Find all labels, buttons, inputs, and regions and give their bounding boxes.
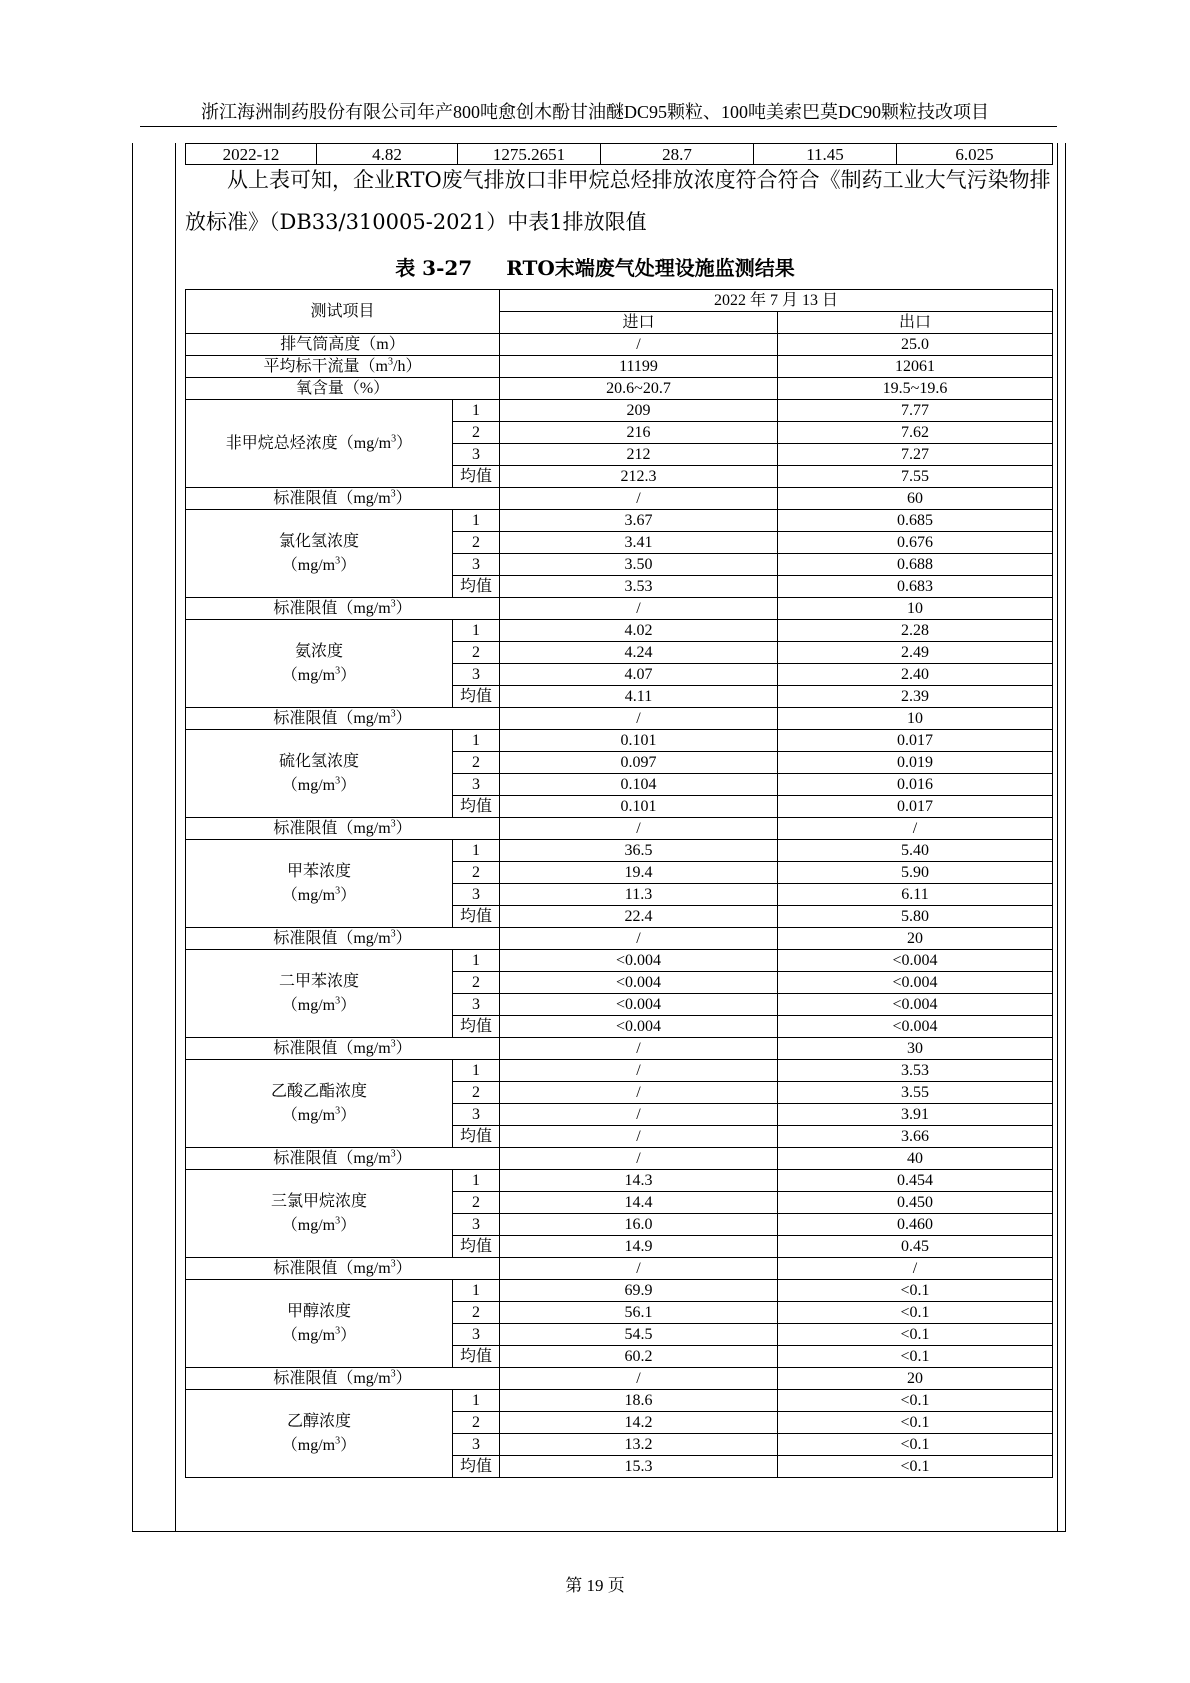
label-text: 标准限值（mg/m xyxy=(273,1369,391,1387)
inlet-value: 3.53 xyxy=(500,576,778,598)
outlet-value: 2.39 xyxy=(778,686,1053,708)
average-label: 均值 xyxy=(452,1016,499,1038)
sample-index: 2 xyxy=(452,972,499,994)
superscript: 3 xyxy=(335,1105,341,1117)
superscript: 3 xyxy=(390,488,396,500)
label-text: 标准限值（mg/m xyxy=(273,1149,391,1167)
inlet-value: 14.2 xyxy=(500,1412,778,1434)
label-text: ） xyxy=(395,1259,412,1277)
table-row-limit xyxy=(186,1368,1053,1390)
sample-index: 2 xyxy=(452,1412,499,1434)
outlet-value: <0.004 xyxy=(778,972,1053,994)
pollutant-name xyxy=(186,950,453,1038)
superscript: 3 xyxy=(335,995,341,1007)
label-text: （mg/m xyxy=(281,1326,336,1344)
label-text: （mg/m xyxy=(337,434,392,452)
outlet-value: 0.676 xyxy=(778,532,1053,554)
inlet-value: 19.4 xyxy=(500,862,778,884)
label-text: （mg/m xyxy=(281,1216,336,1234)
inlet-value: 0.101 xyxy=(500,796,778,818)
superscript: 3 xyxy=(335,1435,341,1447)
superscript: 3 xyxy=(390,598,396,610)
superscript: 3 xyxy=(390,928,396,940)
outlet-value: 0.017 xyxy=(778,796,1053,818)
label-text: （mg/m xyxy=(281,1436,336,1454)
label-text: （mg/m xyxy=(281,996,336,1014)
average-label: 均值 xyxy=(452,906,499,928)
sample-index: 1 xyxy=(452,1170,499,1192)
inlet-value: 3.41 xyxy=(500,532,778,554)
outlet-value: 3.66 xyxy=(778,1126,1053,1148)
sample-index: 2 xyxy=(452,422,499,444)
outlet-value: <0.1 xyxy=(778,1412,1053,1434)
outlet-value: 0.685 xyxy=(778,510,1053,532)
sample-index: 3 xyxy=(452,994,499,1016)
label-text: （mg/m xyxy=(281,776,336,794)
superscript: 3 xyxy=(335,1215,341,1227)
table-row xyxy=(186,334,1053,356)
limit-label xyxy=(186,818,500,840)
outlet-value: 7.55 xyxy=(778,466,1053,488)
superscript: 3 xyxy=(335,665,341,677)
pollutant-label: 氯化氢浓度 xyxy=(278,532,359,550)
inlet-value: / xyxy=(500,598,778,620)
inlet-value: 69.9 xyxy=(500,1280,778,1302)
inlet-value: 4.02 xyxy=(500,620,778,642)
superscript: 3 xyxy=(390,1368,396,1380)
inlet-value: 4.11 xyxy=(500,686,778,708)
label-text: ） xyxy=(395,489,412,507)
inlet-value: / xyxy=(500,1060,778,1082)
row-label: 排气筒高度（m） xyxy=(186,334,500,356)
outlet-value: 3.91 xyxy=(778,1104,1053,1126)
pollutant-name xyxy=(186,840,453,928)
outlet-value: <0.1 xyxy=(778,1390,1053,1412)
pollutant-name xyxy=(186,510,453,598)
label-text: ） xyxy=(395,1369,412,1387)
label-text: ） xyxy=(395,929,412,947)
label-text: （mg/m xyxy=(281,886,336,904)
sample-index: 1 xyxy=(452,1060,499,1082)
table-number: 表 3-27 xyxy=(395,256,473,280)
inlet-header: 进口 xyxy=(500,312,778,334)
test-item-header: 测试项目 xyxy=(186,290,500,334)
table-title: RTO末端废气处理设施监测结果 xyxy=(506,256,795,280)
outlet-value: 0.454 xyxy=(778,1170,1053,1192)
sample-index: 3 xyxy=(452,1104,499,1126)
inlet-value: 15.3 xyxy=(500,1456,778,1478)
inlet-value: 4.07 xyxy=(500,664,778,686)
average-label: 均值 xyxy=(452,1126,499,1148)
inlet-value: 14.4 xyxy=(500,1192,778,1214)
label-text: ） xyxy=(340,776,357,794)
sample-index: 3 xyxy=(452,1324,499,1346)
outlet-value: 5.80 xyxy=(778,906,1053,928)
table-row xyxy=(186,730,1053,752)
table-row xyxy=(186,1060,1053,1082)
inlet-value: / xyxy=(500,1082,778,1104)
outlet-value: <0.004 xyxy=(778,994,1053,1016)
inlet-value: <0.004 xyxy=(500,972,778,994)
average-label: 均值 xyxy=(452,576,499,598)
outlet-value: <0.004 xyxy=(778,1016,1053,1038)
inlet-value: 54.5 xyxy=(500,1324,778,1346)
page-header-title: 浙江海洲制药股份有限公司年产800吨愈创木酚甘油醚DC95颗粒、100吨美索巴莫DC90颗粒技改项目 xyxy=(200,102,989,122)
average-label: 均值 xyxy=(452,1456,499,1478)
table-row-limit xyxy=(186,928,1053,950)
limit-label xyxy=(186,708,500,730)
rto-monitoring-table xyxy=(185,289,1053,1478)
outlet-value: <0.1 xyxy=(778,1324,1053,1346)
inlet-value: 0.097 xyxy=(500,752,778,774)
table-row-limit xyxy=(186,818,1053,840)
inlet-value: <0.004 xyxy=(500,994,778,1016)
sample-index: 3 xyxy=(452,554,499,576)
outlet-header: 出口 xyxy=(778,312,1053,334)
sample-index: 1 xyxy=(452,1390,499,1412)
outlet-value: 12061 xyxy=(778,356,1053,378)
table-row xyxy=(186,378,1053,400)
inlet-value: / xyxy=(500,1126,778,1148)
sample-index: 2 xyxy=(452,532,499,554)
label-text: ） xyxy=(340,556,357,574)
limit-label xyxy=(186,1038,500,1060)
sample-index: 2 xyxy=(452,862,499,884)
table-row xyxy=(186,1280,1053,1302)
outlet-value: 3.55 xyxy=(778,1082,1053,1104)
inlet-value: 11.3 xyxy=(500,884,778,906)
table-row xyxy=(186,144,1053,165)
table-row xyxy=(186,400,1053,422)
inlet-value: / xyxy=(500,928,778,950)
outlet-value: / xyxy=(778,818,1053,840)
inlet-value: / xyxy=(500,708,778,730)
limit-label xyxy=(186,1148,500,1170)
outlet-value: <0.004 xyxy=(778,950,1053,972)
inlet-value: 18.6 xyxy=(500,1390,778,1412)
table-cell: 2022-12 xyxy=(186,144,317,165)
pollutant-label: 甲苯浓度 xyxy=(286,862,351,880)
pollutant-name xyxy=(186,1170,453,1258)
sample-index: 1 xyxy=(452,840,499,862)
table-row xyxy=(186,510,1053,532)
previous-table-last-row xyxy=(185,143,1053,165)
outlet-value: 20 xyxy=(778,1368,1053,1390)
label-text: ） xyxy=(396,434,413,452)
average-label: 均值 xyxy=(452,796,499,818)
outlet-value: <0.1 xyxy=(778,1280,1053,1302)
pollutant-name xyxy=(186,730,453,818)
sample-index: 1 xyxy=(452,1280,499,1302)
outlet-value: 10 xyxy=(778,598,1053,620)
sample-index: 3 xyxy=(452,884,499,906)
pollutant-label: 甲醇浓度 xyxy=(286,1302,351,1320)
outlet-value: <0.1 xyxy=(778,1346,1053,1368)
outlet-value: 2.40 xyxy=(778,664,1053,686)
label-text: ） xyxy=(340,1326,357,1344)
header-rule xyxy=(140,126,1057,127)
pollutant-name xyxy=(186,1390,453,1478)
sample-index: 2 xyxy=(452,642,499,664)
table-row xyxy=(186,620,1053,642)
table-row-limit xyxy=(186,1038,1053,1060)
outlet-value: 7.27 xyxy=(778,444,1053,466)
sample-index: 2 xyxy=(452,1192,499,1214)
outlet-value: 30 xyxy=(778,1038,1053,1060)
superscript: 3 xyxy=(335,555,341,567)
label-text: ） xyxy=(340,996,357,1014)
pollutant-label: 三氯甲烷浓度 xyxy=(270,1192,367,1210)
outlet-value: 2.49 xyxy=(778,642,1053,664)
inlet-value: 209 xyxy=(500,400,778,422)
table-row-limit xyxy=(186,708,1053,730)
sample-index: 1 xyxy=(452,950,499,972)
outlet-value: 40 xyxy=(778,1148,1053,1170)
pollutant-label: 乙醇浓度 xyxy=(286,1412,351,1430)
table-header-row xyxy=(186,290,1053,312)
conclusion-paragraph-line-2: 放标准》（DB33/310005-2021）中表1排放限值 xyxy=(185,210,647,234)
outlet-value: 60 xyxy=(778,488,1053,510)
outlet-value: 5.90 xyxy=(778,862,1053,884)
table-cell: 28.7 xyxy=(601,144,754,165)
superscript: 3 xyxy=(335,885,341,897)
superscript: 3 xyxy=(335,775,341,787)
outlet-value: 6.11 xyxy=(778,884,1053,906)
pollutant-name xyxy=(186,1280,453,1368)
inlet-value: 60.2 xyxy=(500,1346,778,1368)
outlet-value: <0.1 xyxy=(778,1434,1053,1456)
inlet-value: 14.9 xyxy=(500,1236,778,1258)
outlet-value: 7.62 xyxy=(778,422,1053,444)
page-number: 第 19 页 xyxy=(565,1576,625,1595)
table-row xyxy=(186,1170,1053,1192)
outlet-value: 0.688 xyxy=(778,554,1053,576)
label-text: ） xyxy=(395,1039,412,1057)
sample-index: 1 xyxy=(452,510,499,532)
inlet-value: 3.67 xyxy=(500,510,778,532)
outlet-value: 0.45 xyxy=(778,1236,1053,1258)
row-label: 氧含量（%） xyxy=(186,378,500,400)
inlet-value: / xyxy=(500,1368,778,1390)
label-text: （mg/m xyxy=(281,556,336,574)
outlet-value: 20 xyxy=(778,928,1053,950)
superscript: 3 xyxy=(390,708,396,720)
label-text: ） xyxy=(395,709,412,727)
inlet-value: 212.3 xyxy=(500,466,778,488)
label-text: 标准限值（mg/m xyxy=(273,1039,391,1057)
limit-label xyxy=(186,1368,500,1390)
table-row xyxy=(186,950,1053,972)
limit-label xyxy=(186,488,500,510)
sample-index: 3 xyxy=(452,774,499,796)
average-label: 均值 xyxy=(452,1236,499,1258)
inlet-value: / xyxy=(500,488,778,510)
sample-index: 1 xyxy=(452,400,499,422)
outlet-value: <0.1 xyxy=(778,1456,1053,1478)
inlet-value: <0.004 xyxy=(500,1016,778,1038)
label-text: 标准限值（mg/m xyxy=(273,489,391,507)
superscript: 3 xyxy=(390,1148,396,1160)
inlet-value: 22.4 xyxy=(500,906,778,928)
outlet-value: 0.683 xyxy=(778,576,1053,598)
label-text: 标准限值（mg/m xyxy=(273,819,391,837)
label-text: /h） xyxy=(393,357,422,375)
table-body xyxy=(186,290,1053,1478)
inlet-value: / xyxy=(500,818,778,840)
table-row xyxy=(186,840,1053,862)
average-label: 均值 xyxy=(452,466,499,488)
pollutant-label: 硫化氢浓度 xyxy=(278,752,359,770)
superscript: 3 xyxy=(388,356,393,368)
label-text: ） xyxy=(340,1216,357,1234)
table-caption xyxy=(0,252,1190,281)
label-text: （mg/m xyxy=(281,1106,336,1124)
pollutant-name xyxy=(186,1060,453,1148)
outlet-value: 0.016 xyxy=(778,774,1053,796)
inlet-value: 13.2 xyxy=(500,1434,778,1456)
pollutant-label: 氨浓度 xyxy=(294,642,343,660)
label-text: ） xyxy=(395,599,412,617)
table-cell: 1275.2651 xyxy=(458,144,601,165)
average-label: 均值 xyxy=(452,1346,499,1368)
sample-index: 2 xyxy=(452,1082,499,1104)
label-text: ） xyxy=(340,1436,357,1454)
label-text: ） xyxy=(395,1149,412,1167)
sample-index: 2 xyxy=(452,1302,499,1324)
inlet-value: 56.1 xyxy=(500,1302,778,1324)
inlet-value: <0.004 xyxy=(500,950,778,972)
label-text: ） xyxy=(340,886,357,904)
table-row-limit xyxy=(186,488,1053,510)
table-cell: 4.82 xyxy=(317,144,458,165)
sample-index: 3 xyxy=(452,444,499,466)
outlet-value: 7.77 xyxy=(778,400,1053,422)
outlet-value: 25.0 xyxy=(778,334,1053,356)
table-row-limit xyxy=(186,598,1053,620)
outlet-value: 10 xyxy=(778,708,1053,730)
sample-index: 3 xyxy=(452,664,499,686)
inlet-value: 212 xyxy=(500,444,778,466)
inlet-value: 4.24 xyxy=(500,642,778,664)
sample-index: 2 xyxy=(452,752,499,774)
inlet-value: 0.101 xyxy=(500,730,778,752)
inlet-value: 14.3 xyxy=(500,1170,778,1192)
inlet-value: / xyxy=(500,1038,778,1060)
table-row xyxy=(186,356,1053,378)
table-row xyxy=(186,1390,1053,1412)
label-text: ） xyxy=(395,819,412,837)
limit-label xyxy=(186,928,500,950)
inlet-value: / xyxy=(500,1258,778,1280)
pollutant-name xyxy=(186,400,453,488)
label-text: ） xyxy=(340,1106,357,1124)
table-cell: 11.45 xyxy=(754,144,897,165)
inlet-value: 36.5 xyxy=(500,840,778,862)
inlet-value: 3.50 xyxy=(500,554,778,576)
outlet-value: 2.28 xyxy=(778,620,1053,642)
inlet-value: 216 xyxy=(500,422,778,444)
pollutant-label: 非甲烷总烃浓度 xyxy=(225,434,338,452)
sample-index: 1 xyxy=(452,730,499,752)
superscript: 3 xyxy=(391,433,397,445)
label-text: 标准限值（mg/m xyxy=(273,599,391,617)
average-label: 均值 xyxy=(452,686,499,708)
label-text: 平均标干流量（m xyxy=(263,357,388,375)
outlet-value: 0.017 xyxy=(778,730,1053,752)
outlet-value: <0.1 xyxy=(778,1302,1053,1324)
outlet-value: 0.460 xyxy=(778,1214,1053,1236)
outlet-value: 0.019 xyxy=(778,752,1053,774)
pollutant-label: 二甲苯浓度 xyxy=(278,972,359,990)
pollutant-label: 乙酸乙酯浓度 xyxy=(270,1082,367,1100)
limit-label xyxy=(186,1258,500,1280)
pollutant-name xyxy=(186,620,453,708)
limit-label xyxy=(186,598,500,620)
inlet-value: 11199 xyxy=(500,356,778,378)
outlet-value: 19.5~19.6 xyxy=(778,378,1053,400)
sample-index: 1 xyxy=(452,620,499,642)
outlet-value: 5.40 xyxy=(778,840,1053,862)
table-cell: 6.025 xyxy=(897,144,1053,165)
superscript: 3 xyxy=(390,818,396,830)
conclusion-paragraph-line-1: 从上表可知，企业RTO废气排放口非甲烷总烃排放浓度符合符合《制药工业大气污染物排 xyxy=(227,168,1051,192)
outlet-value: / xyxy=(778,1258,1053,1280)
superscript: 3 xyxy=(390,1038,396,1050)
inlet-value: / xyxy=(500,334,778,356)
sample-index: 3 xyxy=(452,1214,499,1236)
label-text: 标准限值（mg/m xyxy=(273,929,391,947)
label-text: 标准限值（mg/m xyxy=(273,709,391,727)
superscript: 3 xyxy=(335,1325,341,1337)
inlet-value: 16.0 xyxy=(500,1214,778,1236)
table-row-limit xyxy=(186,1258,1053,1280)
inlet-value: / xyxy=(500,1104,778,1126)
label-text: （mg/m xyxy=(281,666,336,684)
outlet-value: 0.450 xyxy=(778,1192,1053,1214)
inlet-value: 20.6~20.7 xyxy=(500,378,778,400)
outlet-value: 3.53 xyxy=(778,1060,1053,1082)
label-text: ） xyxy=(340,666,357,684)
label-text: 标准限值（mg/m xyxy=(273,1259,391,1277)
date-header: 2022 年 7 月 13 日 xyxy=(500,290,1053,312)
row-label xyxy=(186,356,500,378)
inlet-value: 0.104 xyxy=(500,774,778,796)
superscript: 3 xyxy=(390,1258,396,1270)
inlet-value: / xyxy=(500,1148,778,1170)
sample-index: 3 xyxy=(452,1434,499,1456)
table-row-limit xyxy=(186,1148,1053,1170)
